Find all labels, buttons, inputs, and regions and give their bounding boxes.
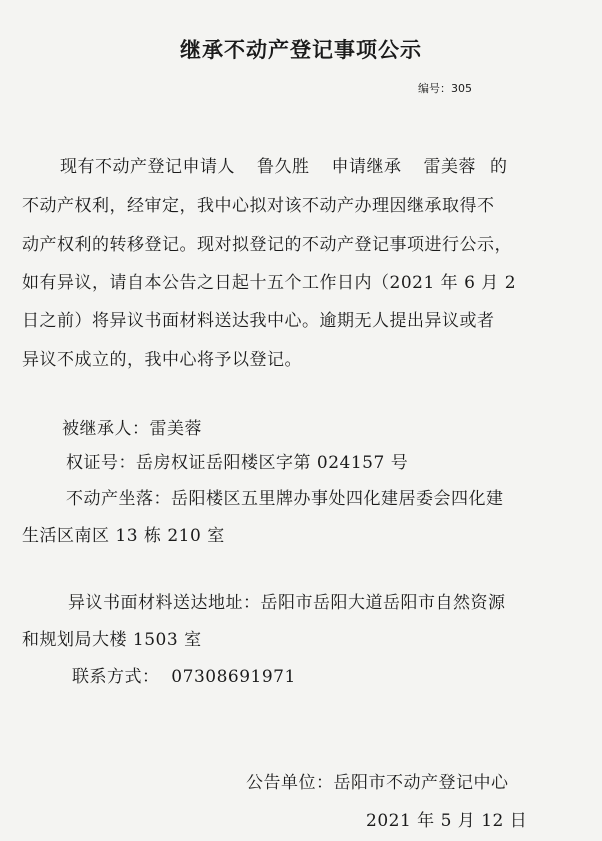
address-line-1: 异议书面材料送达地址：岳阳市岳阳大道岳阳市自然资源: [68, 593, 506, 613]
notice-line-1: [60, 152, 508, 177]
address-line-2: 和规划局大楼 1503 室: [22, 630, 202, 650]
location-line-2: 生活区南区 13 栋 210 室: [22, 526, 225, 546]
certificate-line: 权证号：岳房权证岳阳楼区字第 024157 号: [66, 453, 409, 473]
phone-line: 联系方式： 07308691971: [72, 667, 296, 687]
notice-lead: 现有不动产登记申请人: [60, 157, 235, 177]
decedent-line: 被继承人：雷美蓉: [62, 419, 202, 439]
document-title: 继承不动产登记事项公示: [180, 38, 422, 62]
location-line-1: 不动产坐落：岳阳楼区五里牌办事处四化建居委会四化建: [66, 489, 504, 509]
notice-action: 申请继承: [331, 157, 402, 177]
notice-line-3: 动产权利的转移登记。现对拟登记的不动产登记事项进行公示，: [22, 235, 512, 255]
notice-line-4: 如有异议，请自本公告之日起十五个工作日内（2021 年 6 月 2: [22, 273, 517, 293]
notice-line-2: 不动产权利，经审定，我中心拟对该不动产办理因继承取得不: [22, 196, 495, 216]
notice-line-6: 异议不成立的，我中心将予以登记。: [22, 350, 302, 370]
issuer-line: 公告单位：岳阳市不动产登记中心: [246, 773, 509, 793]
date-line: 2021 年 5 月 12 日: [366, 811, 528, 831]
document-number: 编号：305: [418, 82, 472, 95]
decedent-name: 雷美蓉: [423, 157, 476, 177]
applicant-name: 鲁久胜: [257, 157, 310, 177]
notice-line-5: 日之前）将异议书面材料送达我中心。逾期无人提出异议或者: [22, 311, 495, 331]
notice-particle: 的: [490, 157, 508, 177]
